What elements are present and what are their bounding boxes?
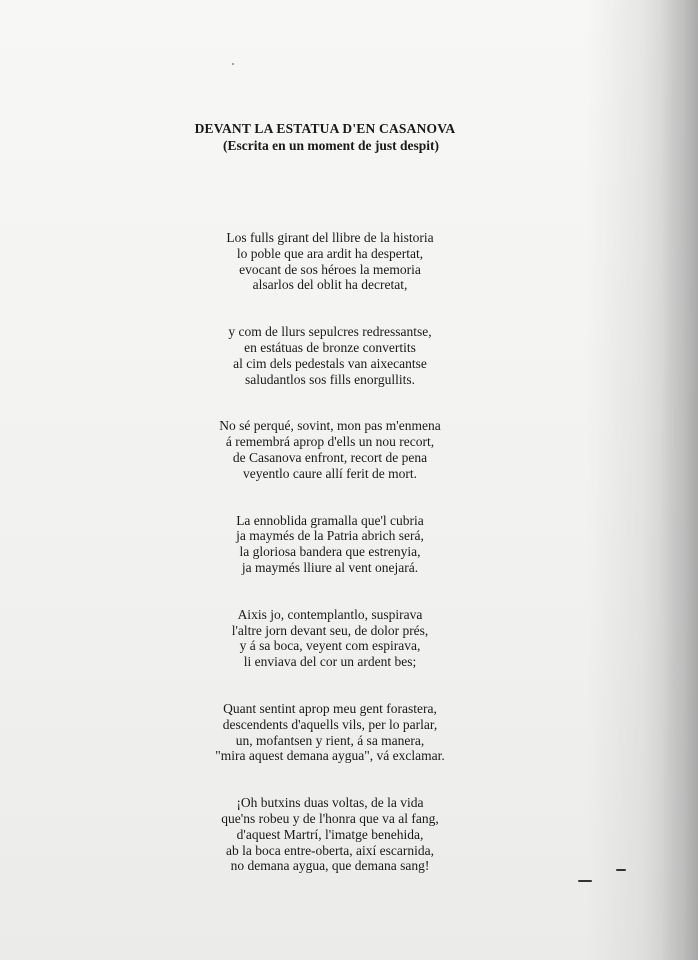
poem-line: d'aquest Martrí, l'imatge benehida, bbox=[236, 826, 424, 842]
scan-speck bbox=[232, 63, 234, 65]
poem-subtitle: (Escrita en un moment de just despit) bbox=[223, 138, 439, 153]
poem-line: Aixis jo, contemplantlo, suspirava bbox=[237, 606, 423, 622]
stanza-3 bbox=[0, 418, 660, 481]
poem-line: veyentlo caure allí ferit de mort. bbox=[243, 465, 417, 481]
poem-line: que'ns robeu y de l'honra que va al fang, bbox=[221, 810, 439, 826]
poem-line: ¡Oh butxins duas voltas, de la vida bbox=[236, 795, 424, 811]
poem-line: al cim dels pedestals van aixecantse bbox=[233, 355, 427, 371]
stanza-6 bbox=[0, 701, 660, 764]
stanza-4 bbox=[0, 513, 660, 576]
poem-line: alsarlos del oblit ha decretat, bbox=[252, 277, 408, 293]
poem-line: evocant de sos héroes la memoria bbox=[239, 261, 421, 277]
poem-line: Quant sentint aprop meu gent forastera, bbox=[223, 700, 437, 716]
scan-speck bbox=[616, 869, 626, 871]
stanza-5 bbox=[0, 607, 660, 670]
stanza-2 bbox=[0, 324, 660, 387]
poem-line: en estátuas de bronze convertits bbox=[244, 339, 416, 355]
poem-line: y com de llurs sepulcres redressantse, bbox=[228, 324, 432, 340]
poem-title: DEVANT LA ESTATUA D'EN CASANOVA bbox=[194, 121, 456, 136]
page-edge-shadow bbox=[662, 0, 698, 960]
poem-body bbox=[0, 230, 660, 874]
poem-line: ja maymés de la Patria abrich será, bbox=[236, 528, 424, 544]
poem-line: y á sa boca, veyent com espirava, bbox=[239, 638, 421, 654]
poem-line: ja maymés lliure al vent onejará. bbox=[241, 559, 419, 575]
poem-line: "mira aquest demana aygua", vá exclamar. bbox=[215, 748, 445, 764]
poem-line: á remembrá aprop d'ells un nou recort, bbox=[225, 434, 435, 450]
scan-speck bbox=[578, 880, 592, 882]
poem-line: saludantlos sos fills enorgullits. bbox=[244, 371, 415, 387]
poem-line: l'altre jorn devant seu, de dolor prés, bbox=[231, 622, 429, 638]
poem-line: la gloriosa bandera que estrenyia, bbox=[239, 544, 421, 560]
title-block bbox=[0, 120, 640, 154]
poem-line: ab la boca entre-oberta, així escarnida, bbox=[225, 842, 434, 858]
poem-line: li enviava del cor un ardent bes; bbox=[243, 654, 417, 670]
poem-line: descendents d'aquells vils, per lo parlar, bbox=[222, 716, 438, 732]
poem-line: lo poble que ara ardit ha despertat, bbox=[236, 245, 424, 261]
poem-line: no demana aygua, que demana sang! bbox=[230, 858, 430, 874]
poem-line: La ennoblida gramalla que'l cubria bbox=[236, 512, 424, 528]
stanza-1 bbox=[0, 230, 660, 293]
poem-line: un, mofantsen y rient, á sa manera, bbox=[235, 732, 425, 748]
poem-line: Los fulls girant del llibre de la historia bbox=[226, 230, 434, 245]
poem-line: No sé perqué, sovint, mon pas m'enmena bbox=[219, 418, 441, 434]
stanza-7 bbox=[0, 795, 660, 874]
poem-line: de Casanova enfront, recort de pena bbox=[232, 449, 428, 465]
